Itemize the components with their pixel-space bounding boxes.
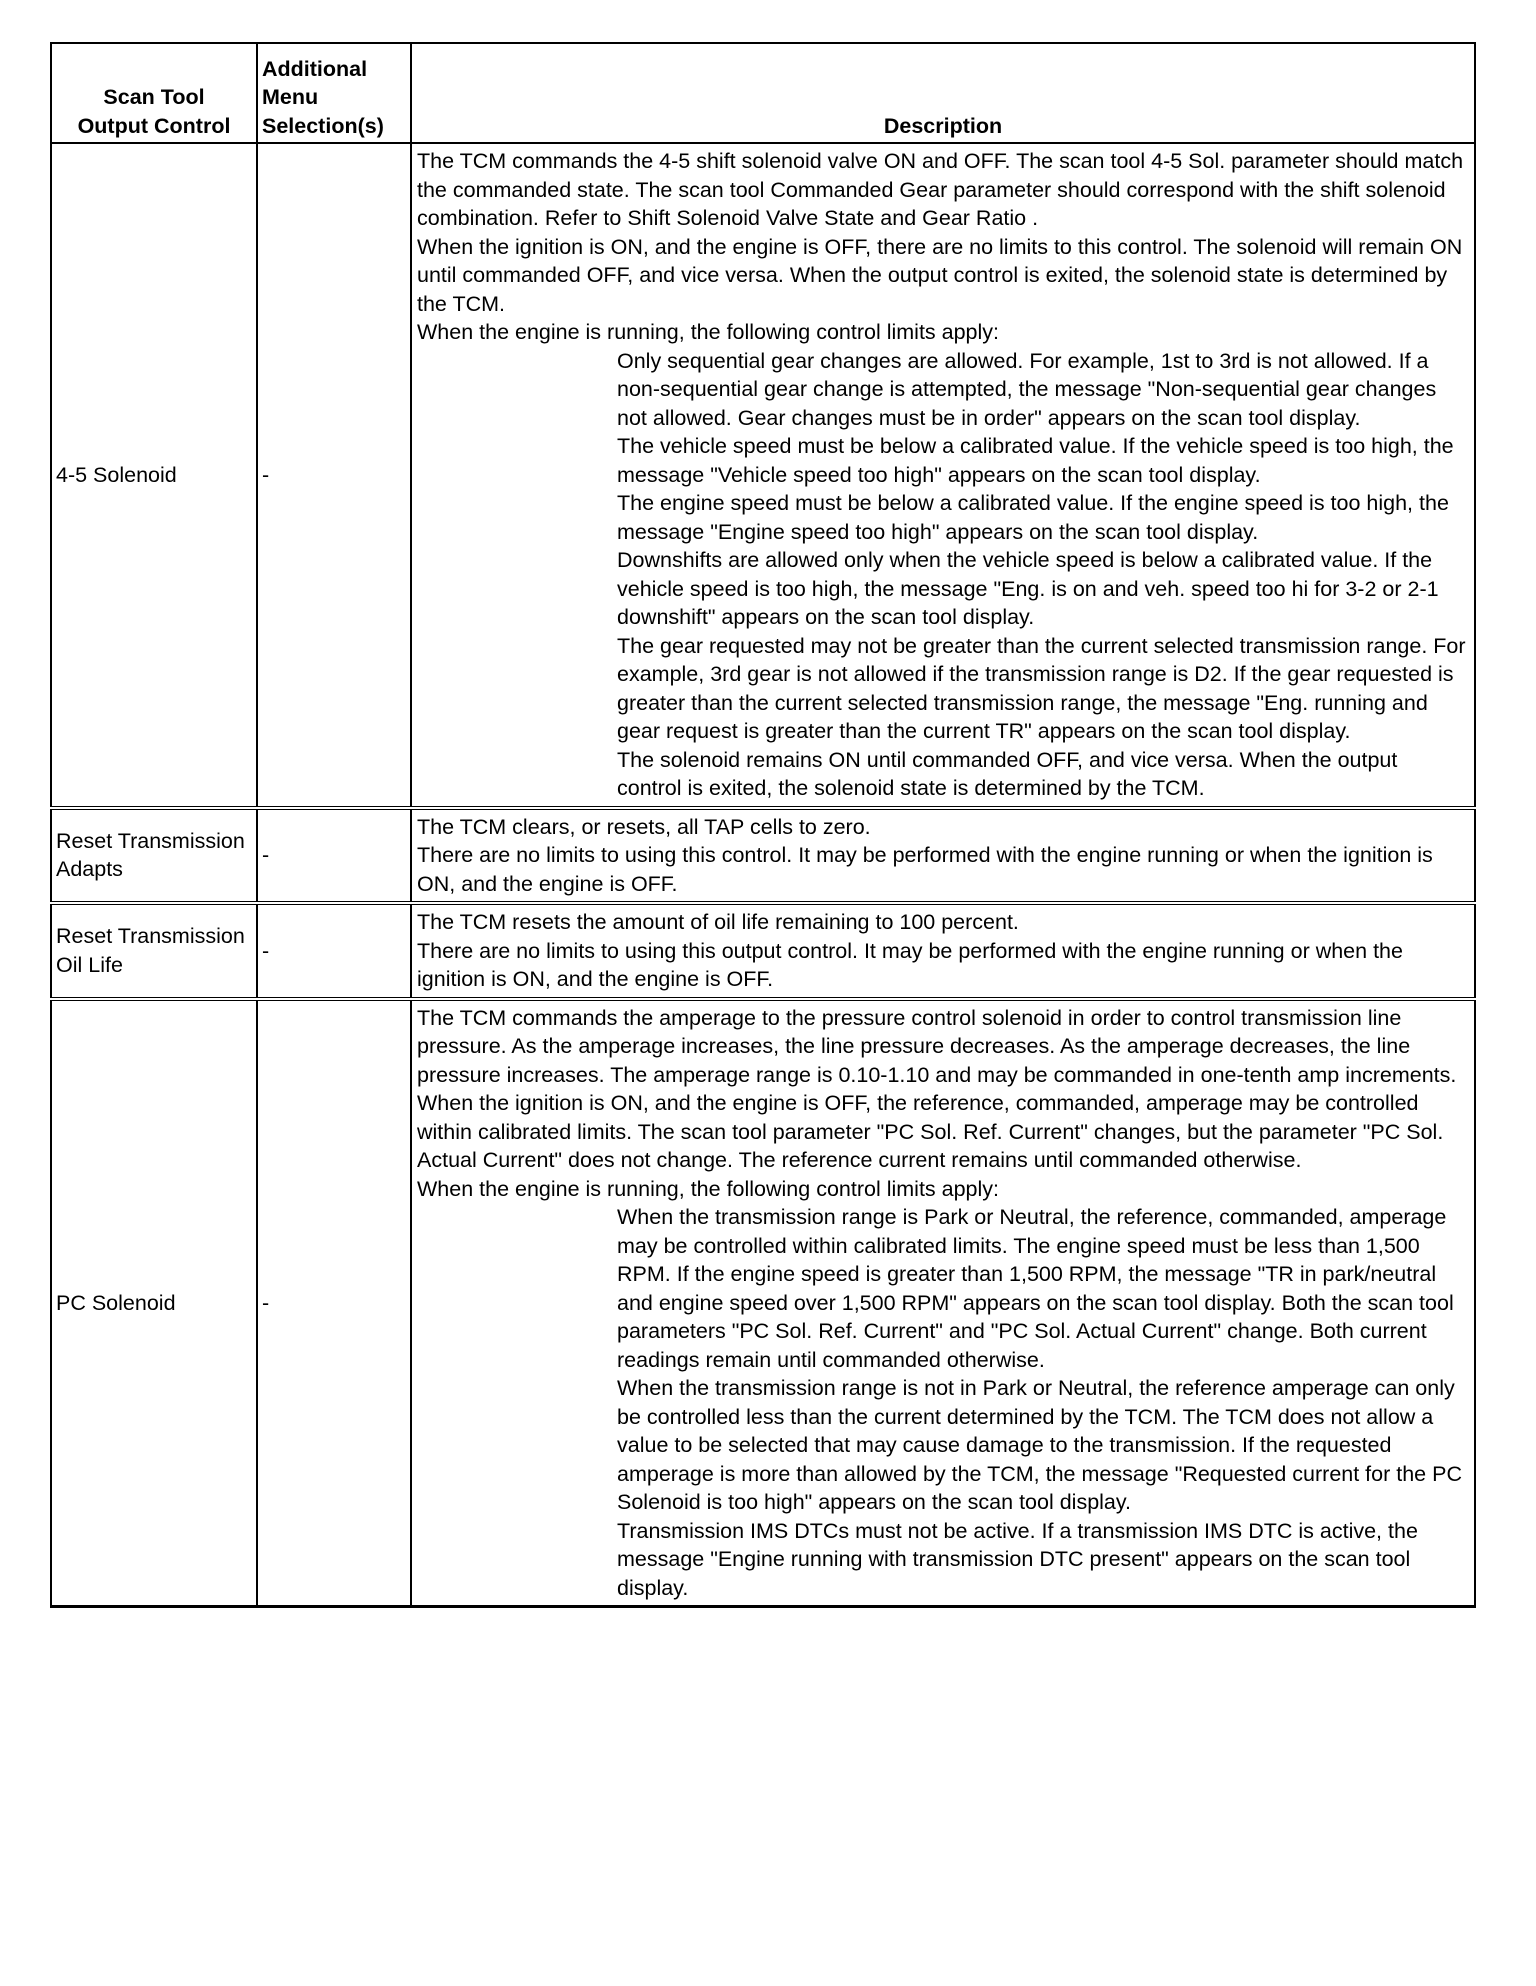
- control-limit-item: When the transmission range is not in Park or Neutral, the reference amperage can only be controlled less than the current determined by the TCM. The TCM does not allow a value to be selected that may cause damage to the transmission. If the requested amperage is more than allowed by the TCM, the message "Requested current for the PC Solenoid is too high" appears on the scan tool display.: [617, 1376, 1462, 1514]
- description-paragraph: The TCM commands the 4-5 shift solenoid valve ON and OFF. The scan tool 4-5 Sol. parameter should match the commanded state. The scan tool Commanded Gear parameter should correspond with the shift solenoid combination. Refer to Shift Solenoid Valve State and Gear Ratio .: [417, 149, 1464, 230]
- description-cell: [411, 999, 1475, 1607]
- output-control-table: [50, 42, 1476, 1608]
- description-paragraph: There are no limits to using this output control. It may be performed with the engine running or when the ignition is ON, and the engine is OFF.: [417, 938, 1403, 991]
- control-name-cell: Reset Transmission Adapts: [51, 808, 257, 904]
- control-limit-item: The solenoid remains ON until commanded OFF, and vice versa. When the output control is exited, the solenoid state is determined by the TCM.: [617, 747, 1398, 800]
- control-name-cell: PC Solenoid: [51, 999, 257, 1607]
- description-paragraph: When the engine is running, the following control limits apply:: [417, 320, 1000, 344]
- control-limit-item: The vehicle speed must be below a calibrated value. If the vehicle speed is too high, the message "Vehicle speed too high" appears on the scan tool display.: [617, 434, 1454, 487]
- document-page: [50, 42, 1474, 1608]
- table-header-row: [51, 43, 1475, 143]
- table-row: [51, 903, 1475, 999]
- table-row: [51, 808, 1475, 904]
- menu-selection-cell: -: [257, 143, 411, 808]
- control-limit-item: Downshifts are allowed only when the vehicle speed is below a calibrated value. If the vehicle speed is too high, the message "Eng. is on and veh. speed too hi for 3-2 or 2-1 downshift" appears on the scan tool display.: [617, 548, 1439, 629]
- control-name-cell: Reset Transmission Oil Life: [51, 903, 257, 999]
- table-row: [51, 143, 1475, 808]
- description-paragraph: The TCM commands the amperage to the pressure control solenoid in order to control transmission line pressure. As the amperage increases, the line pressure decreases. As the amperage decreases, the line pressure increases. The amperage range is 0.10-1.10 and may be commanded in one-tenth amp increments.: [417, 1005, 1457, 1087]
- header-description: Description: [411, 43, 1475, 143]
- description-paragraph: The TCM clears, or resets, all TAP cells to zero.: [417, 814, 871, 839]
- control-limit-item: The gear requested may not be greater than the current selected transmission range. For example, 3rd gear is not allowed if the transmission range is D2. If the gear requested is greater than the current selected transmission range, the message "Eng. running and gear request is greater than the current TR" appears on the scan tool display.: [617, 633, 1466, 743]
- menu-selection-cell: -: [257, 808, 411, 904]
- description-paragraph: When the engine is running, the following control limits apply:: [417, 1176, 1000, 1201]
- description-paragraph: There are no limits to using this control. It may be performed with the engine running or when the ignition is ON, and the engine is OFF.: [417, 843, 1433, 896]
- description-cell: [411, 143, 1475, 808]
- control-limit-item: Transmission IMS DTCs must not be active. If a transmission IMS DTC is active, the message "Engine running with transmission DTC present" appears on the scan tool display.: [617, 1518, 1418, 1600]
- header-scan-tool-output-control: Scan Tool Output Control: [51, 43, 257, 143]
- control-limit-item: Only sequential gear changes are allowed. For example, 1st to 3rd is not allowed. If a non-sequential gear change is attempted, the message "Non-sequential gear changes not allowed. Gear changes must be in order" appears on the scan tool display.: [617, 348, 1437, 430]
- menu-selection-cell: -: [257, 903, 411, 999]
- description-cell: [411, 808, 1475, 904]
- description-paragraph: The TCM resets the amount of oil life remaining to 100 percent.: [417, 910, 1019, 934]
- menu-selection-cell: -: [257, 999, 411, 1607]
- table-row: [51, 999, 1475, 1607]
- description-paragraph: When the ignition is ON, and the engine is OFF, the reference, commanded, amperage may be controlled within calibrated limits. The scan tool parameter "PC Sol. Ref. Current" changes, but the parameter "PC Sol. Actual Current" does not change. The reference current remains until commanded otherwise.: [417, 1091, 1444, 1172]
- control-limit-item: When the transmission range is Park or Neutral, the reference, commanded, amperage may be controlled within calibrated limits. The engine speed must be less than 1,500 RPM. If the engine speed is greater than 1,500 RPM, the message "TR in park/neutral and engine speed over 1,500 RPM" appears on the scan tool display. Both the scan tool parameters "PC Sol. Ref. Current" and "PC Sol. Actual Current" change. Both current readings remain until commanded otherwise.: [617, 1205, 1454, 1372]
- control-name-cell: 4-5 Solenoid: [51, 143, 257, 808]
- description-cell: [411, 903, 1475, 999]
- description-paragraph: When the ignition is ON, and the engine is OFF, there are no limits to this control. The solenoid will remain ON until commanded OFF, and vice versa. When the output control is exited, the solenoid state is determined by the TCM.: [417, 234, 1463, 316]
- header-additional-menu-selections: Additional Menu Selection(s): [257, 43, 411, 143]
- control-limit-item: The engine speed must be below a calibrated value. If the engine speed is too high, the message "Engine speed too high" appears on the scan tool display.: [617, 491, 1449, 544]
